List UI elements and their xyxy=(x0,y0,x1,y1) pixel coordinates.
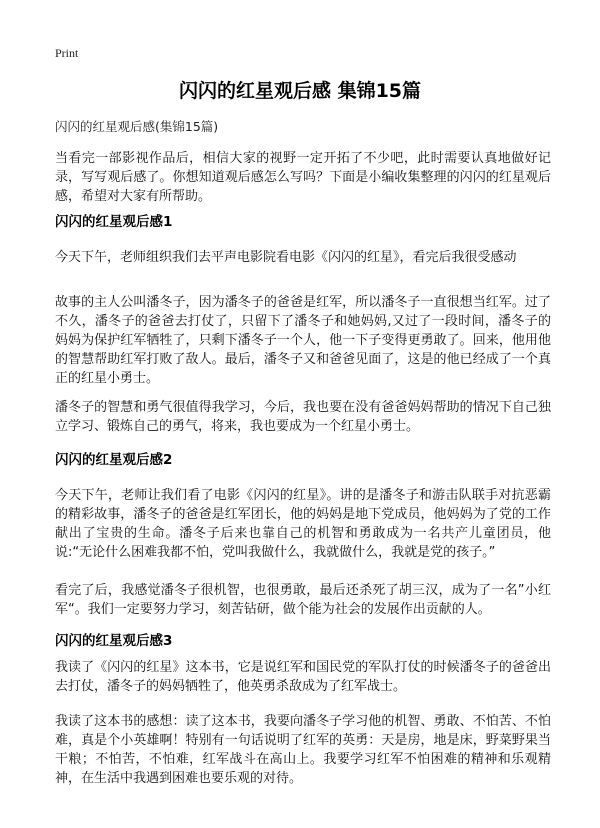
section-1-paragraph-1: 今天下午，老师组织我们去平声电影院看电影《闪闪的红星》，看完后我很受感动 xyxy=(55,250,517,265)
print-link[interactable]: Print xyxy=(55,46,79,60)
section-1-paragraph-3: 潘冬子的智慧和勇气很值得我学习，今后，我也要在没有爸爸妈妈帮助的情况下自己独立学习、锻炼自己的勇气，将来，我也要成为一个红星小勇士。 xyxy=(55,400,551,434)
section-2-paragraph-1: 今天下午，老师让我们看了电影《闪闪的红星》。讲的是潘冬子和游击队联手对抗恶霸的精彩故事，潘冬子的爸爸是红军团长，他的妈妈是地下党成员，他妈妈为了党的工作献出了宝贵的生命。潘冬子后来也靠自己的机智和勇敢成为一名共产儿童团员，他说:“无论什么困难我都不怕，党叫我做什么，我就做什么，我就是党的孩子。” xyxy=(55,488,551,560)
section-3-paragraph-1: 我读了《闪闪的红星》这本书，它是说红军和国民党的军队打仗的时候潘冬子的爸爸出去打仗，潘冬子的妈妈牺牲了，他英勇杀敌成为了红军战士。 xyxy=(55,660,551,694)
section-3-paragraph-2: 我读了这本书的感想：读了这本书，我要向潘冬子学习他的机智、勇敢、不怕苦、不怕难，真是个小英雄啊！特别有一句话说明了红军的英勇：天是房，地是床，野菜野果当干粮；不怕苦，不怕难，红军战斗在高山上。我要学习红军不怕困难的精神和乐观精神，在生活中我遇到困难也要乐观的对待。 xyxy=(55,714,551,786)
page-title: 闪闪的红星观后感 集锦15篇 xyxy=(178,80,422,102)
document-subtitle: 闪闪的红星观后感(集锦15篇) xyxy=(55,119,219,134)
section-heading-3: 闪闪的红星观后感3 xyxy=(55,633,173,649)
section-heading-2: 闪闪的红星观后感2 xyxy=(55,452,173,468)
intro-paragraph: 当看完一部影视作品后，相信大家的视野一定开拓了不少吧，此时需要认真地做好记录，写写观后感了。你想知道观后感怎么写吗？下面是小编收集整理的闪闪的红星观后感，希望对大家有所帮助。 xyxy=(55,151,551,204)
section-2-paragraph-2: 看完了后，我感觉潘冬子很机智，也很勇敢，最后还杀死了胡三汉，成为了一名”小红军“。我们一定要努力学习，刻苦钻研，做个能为社会的发展作出贡献的人。 xyxy=(55,583,551,617)
section-1-paragraph-2: 故事的主人公叫潘冬子，因为潘冬子的爸爸是红军，所以潘冬子一直很想当红军。过了不久，潘冬子的爸爸去打仗了，只留下了潘冬子和她妈妈,又过了一段时间，潘冬子的妈妈为保护红军牺牲了，只剩下潘冬子一个人，他一下子变得更勇敢了。回来，他用他的智慧帮助红军打败了敌人。最后，潘冬子又和爸爸见面了，这是的他已经成了一个真正的红星小勇士。 xyxy=(55,295,551,386)
section-heading-1: 闪闪的红星观后感1 xyxy=(55,214,173,230)
